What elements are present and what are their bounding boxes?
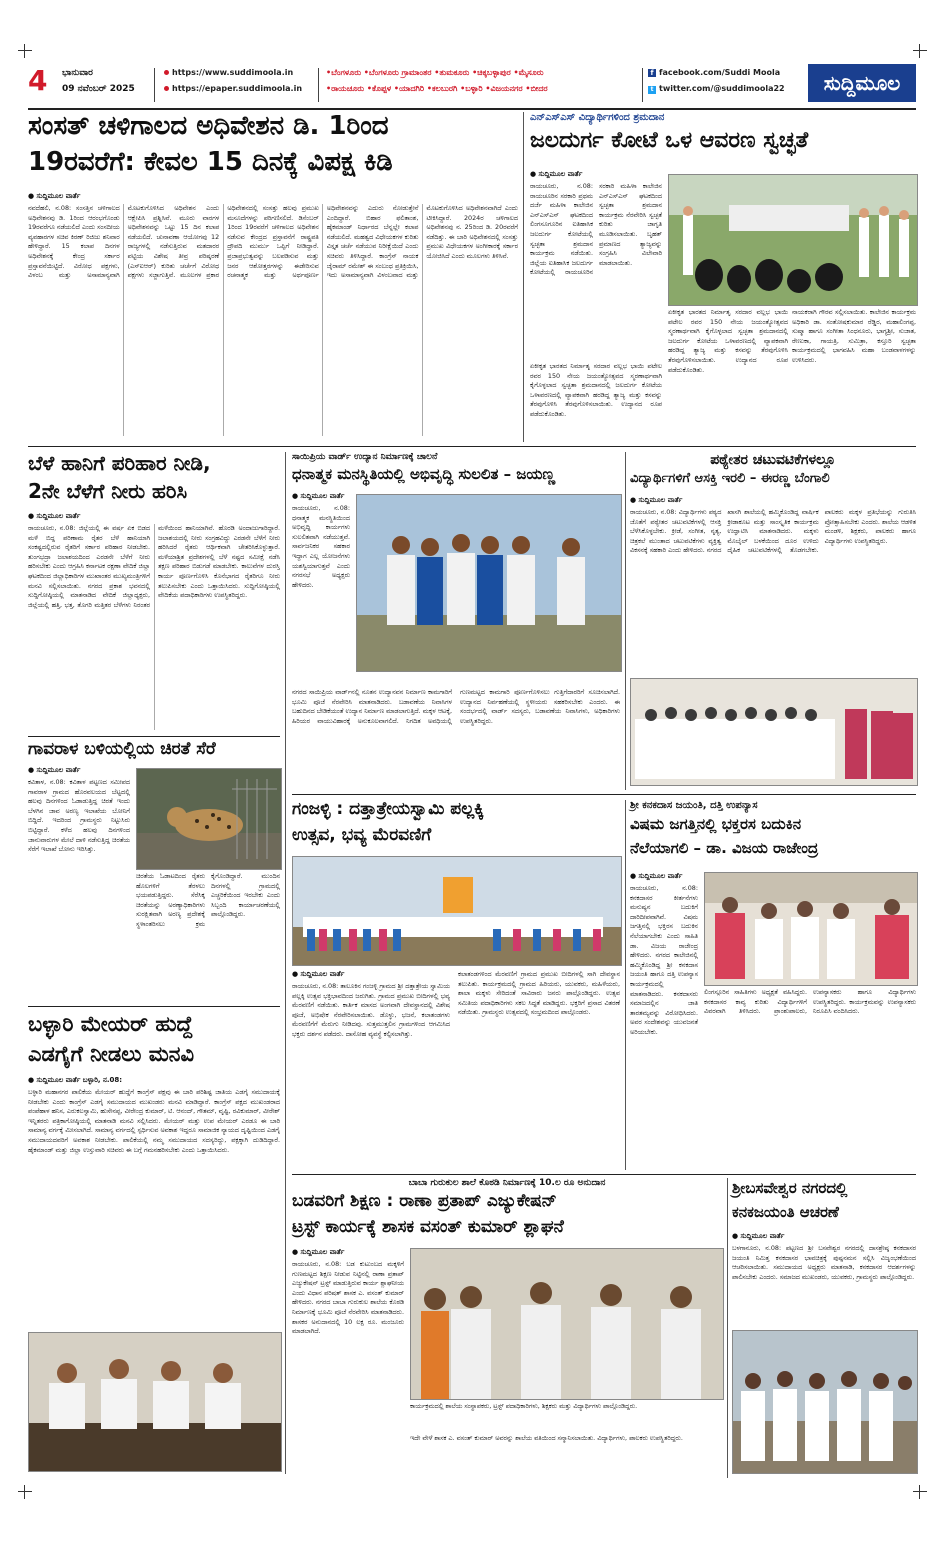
article-bellary-mayor xyxy=(28,1012,280,1474)
article-kicker: ಪಠ್ಯೇತರ ಚಟುವಟಿಕೆಗಳಲ್ಲೂ xyxy=(710,452,836,468)
article-body: ನಗರದ ಸಾಯಿಪ್ರಿಯ ವಾರ್ಡ್‌ನಲ್ಲಿ ನೂತನ ಉದ್ಯಾನವನ ನಿರ್ಮಾಣ ಕಾಮಗಾರಿಗೆ ಭೂಮಿ ಪೂಜೆ ನೆರವೇರಿಸಿ ಮಾತನಾಡಿದರು. ಬಡಾವಣೆಯ ನಿವಾಸಿಗಳ ಬಹುದಿನದ ಬೇಡಿಕೆಯಂತೆ ಉದ್ಯಾನ ನಿರ್ಮಾಣ ಮಾಡಲಾಗುತ್ತಿದೆ. ಮಕ್ಕಳ ಆಟಕ್ಕೆ, ಹಿರಿಯರ ವಾಯುವಿಹಾರಕ್ಕೆ ಅನುಕೂಲವಾಗಲಿದೆ. ನಿಗದಿತ ಅವಧಿಯಲ್ಲಿ ಗುಣಮಟ್ಟದ ಕಾಮಗಾರಿ ಪೂರ್ಣಗೊಳಿಸಲು ಗುತ್ತಿಗೆದಾರರಿಗೆ ಸೂಚಿಸಲಾಗಿದೆ. ಉದ್ಯಾನದ ನಿರ್ವಹಣೆಯಲ್ಲಿ ಸ್ಥಳೀಯರು ಸಹಕರಿಸಬೇಕು ಎಂದರು. ಈ ಸಂದರ್ಭದಲ್ಲಿ ವಾರ್ಡ್ ಸದಸ್ಯರು, ಬಡಾವಣೆಯ ನಿವಾಸಿಗಳು, ಅಧಿಕಾರಿಗಳು ಉಪಸ್ಥಿತರಿದ್ದರು. xyxy=(292,688,620,725)
article-kicker: ಬಾಬಾ ಗುರುಕುಲ ಶಾಲೆ ಕೊಠಡಿ ನಿರ್ಮಾಣಕ್ಕೆ 10.ಲ ರೂ ಅನುದಾನ xyxy=(408,1178,606,1188)
byline: ● ಸುದ್ದಿಮೂಲ ವಾರ್ತೆ xyxy=(630,872,683,880)
article-body: ಏಕೀಕೃತ ಭಾರತದ ನಿರ್ಮಾತೃ ಸರದಾರ ವಲ್ಲಭ ಭಾಯಿ ಪಟೇಲ ರವರ 150 ನೇಯ ಜಯಂತ್ಯೋತ್ಸವದ ಸ್ಮರಣಾರ್ಥವಾಗಿ ಕೈಗೊಳ್ಳಲಾದ ಸ್ವಚ್ಛತಾ ಶ್ರಮದಾನದಲ್ಲಿ ಜಲದುರ್ಗ ಕೋಟೆಯ ಒಳಾವರಣದಲ್ಲಿ ವ್ಯಾಪಕವಾಗಿ ಹರಡಿದ್ದ ತ್ಯಾಜ್ಯ ಮತ್ತು ಕಸವನ್ನು ತೆರವುಗೊಳಿಸಿ ತೆರವುಗೊಳಿಸಲಾಯಿತು. ಉದ್ಯಾನದ ರೂಪ ಪಡೆದುಕೊಂಡಿತು. xyxy=(530,362,662,418)
divider xyxy=(154,68,155,102)
column-divider xyxy=(523,112,524,442)
crop-mark xyxy=(913,44,927,58)
article-parliament xyxy=(28,112,518,442)
photo-ngo-cleanup xyxy=(668,174,918,306)
bullet-icon xyxy=(164,86,169,91)
page-number: 4 xyxy=(28,64,48,97)
photo-caption: ಏಕೀಕೃತ ಭಾರತದ ನಿರ್ಮಾತೃ ಸರದಾರ ವಲ್ಲಭ ಭಾಯಿ ಪಟೇಲ ರವರ 150 ನೇಯ ಜಯಂತ್ಯೋತ್ಸವದ ಸ್ಮರಣಾರ್ಥವಾಗಿ ಕೈಗೊಳ್ಳಲಾದ ಸ್ವಚ್ಛತಾ ಶ್ರಮದಾನದಲ್ಲಿ ಜಲದುರ್ಗ ಕೋಟೆಯ ಒಳಾವರಣದಲ್ಲಿ ವ್ಯಾಪಕವಾಗಿ ಹರಡಿದ್ದ ತ್ಯಾಜ್ಯ ಮತ್ತು ಕಸವನ್ನು ತೆರವುಗೊಳಿಸಿ ತೆರವುಗೊಳಿಸಲಾಯಿತು. ಉದ್ಯಾನದ ರೂಪ ಪಡೆದುಕೊಂಡಿತು. xyxy=(668,308,788,374)
page-header xyxy=(28,64,916,106)
article-headline: 2ನೇ ಬೆಳೆಗೆ ನೀರು ಹರಿಸಿ xyxy=(28,479,188,503)
press-meet-photo xyxy=(29,1333,281,1471)
article-headline: ಧನಾತ್ಮಕ ಮನಸ್ಥಿತಿಯಲ್ಲಿ ಅಭಿವೃದ್ಧಿ ಸುಲಲಿತ – ಜಯಣ್ಣ xyxy=(292,465,556,483)
epaper-link[interactable]: https://epaper.suddimoola.in xyxy=(164,84,302,93)
column-divider xyxy=(625,800,626,1170)
article-kicker: ಶ್ರೀ ಕನಕದಾಸ ಜಯಂತಿ, ದತ್ತಿ ಉಪನ್ಯಾಸ xyxy=(630,800,758,811)
cities-row-1: •ಬೆಂಗಳೂರು •ಬೆಂಗಳೂರು ಗ್ರಾಮಾಂತರ •ತುಮಕೂರು •ಚಿಕ್ಕಬಳ್ಳಾಪುರ •ಮೈಸೂರು xyxy=(326,68,544,77)
article-body: ಇದೇ ವೇಳೆ ಶಾಸಕ ಎ. ವಸಂತ್ ಕುಮಾರ್ ಅವರನ್ನು ಶಾಲೆಯ ವತಿಯಿಂದ ಸನ್ಮಾನಿಸಲಾಯಿತು. ವಿದ್ಯಾರ್ಥಿಗಳು, ಪಾಲಕರು ಉಪಸ್ಥಿತರಿದ್ದರು. xyxy=(410,1434,683,1442)
photo-lecture xyxy=(704,872,918,986)
photo-procession xyxy=(292,856,622,966)
article-body: ನಾಯಕರಾಗಿ ಗೌರವ ಸಲ್ಲಿಸಲಾಯಿತು. ಕಾಲೇಜಿನ ಕಾರ್ಯಕ್ರಮ ಅಧಿಕಾರಿ ಡಾ. ಸಂತೋಷಕುಮಾರ ರೆಡ್ಡಿರ, ಮಹಾಲಿಂಗಪ್ಪ, ಸುಷ್ಮಾ ಹಾಗೂ ಸಂಗೀತಾ ಸಿಂಧನೂರು, ಭಾಗ್ಯಶ್ರೀ, ಸುಜಾತ, ರೇಣುಕಾ, ಗಾಯತ್ರಿ, ಸುಮಿತ್ರಾ, ಕಸ್ತೂರಿ ಸ್ವಚ್ಛತಾ ಕಾರ್ಯಕ್ರಮದಲ್ಲಿ ಭಾಗವಹಿಸಿ ಮಹಾ ಬಂಡವಾಳಗಳನ್ನು ಉಳಿಸಿದರು. xyxy=(792,308,916,364)
byline: ● ಸುದ್ದಿಮೂಲ ವಾರ್ತೆ xyxy=(292,1248,345,1256)
article-body: ರಾಯಚೂರು, ನ.08: ಧನಾತ್ಮಕ ಮನಸ್ಥಿತಿಯಿಂದ ಅಭಿವೃದ್ಧಿ ಕಾರ್ಯಗಳು ಸುಲಲಿತವಾಗಿ ನಡೆಯುತ್ತವೆ. ಸಾರ್ವಜನಿಕರ ಸಹಕಾರ ಇದ್ದಾಗ ಎಲ್ಲ ಯೋಜನೆಗಳು ಯಶಸ್ವಿಯಾಗುತ್ತವೆ ಎಂದು ನಗರಸಭೆ ಅಧ್ಯಕ್ಷರು ಹೇಳಿದರು. xyxy=(292,504,350,589)
byline: ● ಸುದ್ದಿಮೂಲ ವಾರ್ತೆ xyxy=(630,496,683,504)
article-body: ರಾಯಚೂರು, ನ.08: ಕನಕದಾಸರ ಕೀರ್ತನೆಗಳು ಮನುಷ್ಯನ ಬದುಕಿಗೆ ದಾರಿದೀಪವಾಗಿವೆ. ವಿಷಮ ಜಗತ್ತಿನಲ್ಲಿ ಭಕ್ತಿರಸ ಬದುಕಿನ ನೆಲೆಯಾಗಬೇಕು ಎಂದು ಸಾಹಿತಿ ಡಾ. ವಿಜಯ ರಾಜೇಂದ್ರ ಹೇಳಿದರು. ನಗರದ ಕಾಲೇಜಿನಲ್ಲಿ ಹಮ್ಮಿಕೊಂಡಿದ್ದ ಶ್ರೀ ಕನಕದಾಸ ಜಯಂತಿ ಹಾಗೂ ದತ್ತಿ ಉಪನ್ಯಾಸ ಕಾರ್ಯಕ್ರಮದಲ್ಲಿ ಮಾತನಾಡಿದರು. ಕನಕದಾಸರು ಸಮಾಜದಲ್ಲಿನ ಜಾತಿ ತಾರತಮ್ಯವನ್ನು ವಿರೋಧಿಸಿದರು. ಅವರ ಸಂದೇಶವನ್ನು ಯುವಜನತೆ ಅರಿಯಬೇಕು. xyxy=(630,884,698,1036)
article-headline: ಟ್ರಸ್ಟ್ ಕಾರ್ಯಕ್ಕೆ ಶಾಸಕ ವಸಂತ್ ಕುಮಾರ್ ಶ್ಲಾಘನೆ xyxy=(292,1217,564,1237)
article-body: ಕಲಾತಂಡಗಳಿಂದ ಮೆರವಣಿಗೆ ಗ್ರಾಮದ ಪ್ರಮುಖ ಬೀದಿಗಳಲ್ಲಿ ಸಾಗಿ ದೇವಸ್ಥಾನ ತಲುಪಿತು. ಕಾರ್ಯಕ್ರಮದಲ್ಲಿ ಗ್ರಾಮದ ಹಿರಿಯರು, ಯುವಕರು, ಮಹಿಳೆಯರು, ಶಾಲಾ ಮಕ್ಕಳು ಸೇರಿದಂತೆ ಸಾವಿರಾರು ಜನರು ಪಾಲ್ಗೊಂಡಿದ್ದರು. ಉತ್ಸವ ಸಮಿತಿಯ ಪದಾಧಿಕಾರಿಗಳು ಸಕಲ ಸಿದ್ಧತೆ ಮಾಡಿದ್ದರು. ಭಕ್ತರಿಗೆ ಪ್ರಸಾದ ವಿತರಣೆ ನಡೆಯಿತು. ಗ್ರಾಮಸ್ಥರು ಉತ್ಸವದಲ್ಲಿ ಸಂಭ್ರಮದಿಂದ ಪಾಲ್ಗೊಂಡರು. xyxy=(458,970,620,1017)
article-headline: ಬಡವರಿಗೆ ಶಿಕ್ಷಣ : ರಾಣಾ ಪ್ರತಾಪ್ ಎಜ್ಯುಕೇಷನ್ xyxy=(292,1191,557,1211)
photo-caption: ಕಾರ್ಯಕ್ರಮದಲ್ಲಿ ಶಾಲೆಯ ಸಂಸ್ಥಾಪಕರು, ಟ್ರಸ್ಟ್ ಪದಾಧಿಕಾರಿಗಳು, ಶಿಕ್ಷಕರು ಮತ್ತು ವಿದ್ಯಾರ್ಥಿಗಳು ಪಾಲ್ಗೊಂಡಿದ್ದರು. xyxy=(410,1402,638,1410)
crop-mark xyxy=(913,1485,927,1499)
article-headline: ಬೆಳೆ ಹಾನಿಗೆ ಪರಿಹಾರ ನೀಡಿ, xyxy=(28,451,211,475)
photo-students xyxy=(630,678,918,786)
article-kicker: ಎನ್ಎಸ್ಎಸ್ ವಿದ್ಯಾರ್ಥಿಗಳಿಂದ ಶ್ರಮದಾನ xyxy=(530,112,665,123)
section-rule xyxy=(292,794,916,795)
article-headline: ವಿಷಮ ಜಗತ್ತಿನಲ್ಲಿ ಭಕ್ತರಸ ಬದುಕಿನ xyxy=(630,815,802,833)
byline: ● ಸುದ್ದಿಮೂಲ ವಾರ್ತೆ xyxy=(530,170,583,178)
byline: ● ಸುದ್ದಿಮೂಲ ವಾರ್ತೆ ಬಳ್ಳಾರಿ, ನ.08: xyxy=(28,1076,123,1084)
facebook-icon: f xyxy=(648,69,656,77)
article-body: ಲಿಂಗಸ್ಗೂರಿನ ಸಾಹಿತಿಗಳು ಅಧ್ಯಕ್ಷತೆ ವಹಿಸಿದ್ದರು. ಕನಕದಾಸರ ಕಾವ್ಯ ಕುರಿತು ವಿದ್ಯಾರ್ಥಿಗಳಿಗೆ ವಿವರವಾಗಿ ತಿಳಿಸಿದರು. ಪ್ರಾಂಶುಪಾಲರು, ಉಪನ್ಯಾಸಕರು ಹಾಗೂ ವಿದ್ಯಾರ್ಥಿಗಳು ಉಪಸ್ಥಿತರಿದ್ದರು. ಕಾರ್ಯಕ್ರಮವನ್ನು ಉಪನ್ಯಾಸಕರು ನಿರೂಪಿಸಿ ವಂದಿಸಿದರು. xyxy=(704,988,916,1016)
divider xyxy=(318,68,319,102)
article-extracurricular xyxy=(630,452,916,790)
column-divider xyxy=(285,452,286,1474)
twitter-link[interactable]: t twitter.com/@suddimoola22 xyxy=(648,84,785,94)
article-body: ರಾಯಚೂರು, ನ.08: ಬಡ ಕುಟುಂಬದ ಮಕ್ಕಳಿಗೆ ಗುಣಮಟ್ಟದ ಶಿಕ್ಷಣ ನೀಡುವ ನಿಟ್ಟಿನಲ್ಲಿ ರಾಣಾ ಪ್ರತಾಪ್ ಎಜ್ಯುಕೇಷನ್ ಟ್ರಸ್ಟ್ ಮಾಡುತ್ತಿರುವ ಕಾರ್ಯ ಶ್ಲಾಘನೀಯ ಎಂದು ವಿಧಾನ ಪರಿಷತ್ ಶಾಸಕ ಎ. ವಸಂತ್ ಕುಮಾರ್ ಹೇಳಿದರು. ನಗರದ ಬಾಬಾ ಗುರುಕುಲ ಶಾಲೆಯ ಕೊಠಡಿ ನಿರ್ಮಾಣಕ್ಕೆ ಭೂಮಿ ಪೂಜೆ ನೆರವೇರಿಸಿ ಮಾತನಾಡಿದರು. ಶಾಸಕರ ಅನುದಾನದಲ್ಲಿ 10 ಲಕ್ಷ ರೂ. ಮಂಜೂರು ಮಾಡಲಾಗಿದೆ. xyxy=(292,1260,404,1336)
byline: ● ಸುದ್ದಿಮೂಲ ವಾರ್ತೆ xyxy=(292,970,345,978)
section-rule xyxy=(292,1174,916,1175)
article-body: ರಾಯಚೂರು, ನ.08: ವಿದ್ಯಾರ್ಥಿಗಳು ಪಠ್ಯದ ಜೊತೆಗೆ ಪಠ್ಯೇತರ ಚಟುವಟಿಕೆಗಳಲ್ಲಿ ಆಸಕ್ತಿ ಬೆಳೆಸಿಕೊಳ್ಳಬೇಕು. ಕ್ರೀಡೆ, ಸಂಗೀತ, ನೃತ್ಯ, ಚಿತ್ರಕಲೆ ಮುಂತಾದ ಚಟುವಟಿಕೆಗಳು ವ್ಯಕ್ತಿತ್ವ ವಿಕಸನಕ್ಕೆ ಸಹಕಾರಿ ಎಂದು ಹೇಳಿದರು. ನಗರದ ಖಾಸಗಿ ಶಾಲೆಯಲ್ಲಿ ಹಮ್ಮಿಕೊಂಡಿದ್ದ ವಾರ್ಷಿಕ ಕ್ರೀಡಾಕೂಟ ಮತ್ತು ಸಾಂಸ್ಕೃತಿಕ ಕಾರ್ಯಕ್ರಮ ಉದ್ಘಾಟಿಸಿ ಮಾತನಾಡಿದರು. ಮಕ್ಕಳು ಮೊಬೈಲ್ ಬಳಕೆಯಿಂದ ದೂರ ಉಳಿದು ದೈಹಿಕ ಚಟುವಟಿಕೆಗಳಲ್ಲಿ ತೊಡಗಬೇಕು. ಪಾಲಕರು ಮಕ್ಕಳ ಪ್ರತಿಭೆಯನ್ನು ಗುರುತಿಸಿ ಪ್ರೋತ್ಸಾಹಿಸಬೇಕು ಎಂದರು. ಶಾಲೆಯ ಆಡಳಿತ ಮಂಡಳಿ, ಶಿಕ್ಷಕರು, ಪಾಲಕರು ಹಾಗೂ ವಿದ್ಯಾರ್ಥಿಗಳು ಉಪಸ್ಥಿತರಿದ್ದರು. xyxy=(630,508,916,555)
article-saipriya-park xyxy=(292,452,620,790)
byline: ● ಸುದ್ದಿಮೂಲ ವಾರ್ತೆ xyxy=(28,512,81,520)
article-headline: ವಿದ್ಯಾರ್ಥಿಗಳಿಗೆ ಆಸಕ್ತಿ ಇರಲಿ – ಈರಣ್ಣ ಬೆಂಗಾಲಿ xyxy=(630,471,830,486)
article-body: ಚಿರತೆಯ ಓಡಾಟದಿಂದ ರೈತರು ಹೊಲಗಳಿಗೆ ತೆರಳಲು ಭಯಪಡುತ್ತಿದ್ದರು. ಸೆರೆಸಿಕ್ಕ ಚಿರತೆಯನ್ನು ಅರಣ್ಯಾಧಿಕಾರಿಗಳು ಸುರಕ್ಷಿತವಾಗಿ ಅರಣ್ಯ ಪ್ರದೇಶಕ್ಕೆ ಸ್ಥಳಾಂತರಿಸಲು ಕ್ರಮ ಕೈಗೊಂಡಿದ್ದಾರೆ. ಮುಂದಿನ ದಿನಗಳಲ್ಲಿ ಗ್ರಾಮದಲ್ಲಿ ಎಚ್ಚರಿಕೆಯಿಂದ ಇರಬೇಕು ಎಂದು ಸಿಬ್ಬಂದಿ ಕಾರ್ಯಾಚರಣೆಯಲ್ಲಿ ಪಾಲ್ಗೊಂಡಿದ್ದರು. xyxy=(136,872,280,928)
photo-kanaka-jayanti xyxy=(732,1330,918,1474)
article-basaveshwar-kanaka xyxy=(732,1178,916,1478)
article-jaladurga xyxy=(530,112,916,442)
byline: ● ಸುದ್ದಿಮೂಲ ವಾರ್ತೆ xyxy=(732,1232,785,1240)
issue-day: ಭಾನುವಾರ xyxy=(62,68,93,78)
group-photo xyxy=(669,175,917,305)
byline: ● ಸುದ್ದಿಮೂಲ ವಾರ್ತೆ xyxy=(292,492,345,500)
article-body: ರಾಯಚೂರು, ನ.08: ರಾಯಚೂರಿನ ಸರಕಾರಿ ಪ್ರಥಮ ದರ್ಜೆ ಮಹಿಳಾ ಕಾಲೇಜಿನ ಎನ್ಎಸ್ಎಸ್ ಘಟಕದಿಂದ ಲಿಂಗಸೂಗೂರಿನ ಐತಿಹಾಸಿಕ ಜಲದುರ್ಗ ಕೋಟೆಯಲ್ಲಿ ಸ್ವಚ್ಛತಾ ಶ್ರಮದಾನ ಕಾರ್ಯಕ್ರಮ ನಡೆಯಿತು. ಜಿಲ್ಲೆಯ ಐತಿಹಾಸಿಕ ಜಲದುರ್ಗ ಕೋಟೆಯಲ್ಲಿ ರಾಯಚೂರಿನ ಸರಕಾರಿ ಮಹಿಳಾ ಕಾಲೇಜಿನ ಎನ್ಎಸ್ಎಸ್ ಘಟಕದಿಂದ ಸ್ವಚ್ಛತಾ ಶ್ರಮದಾನ ಕಾರ್ಯಕ್ರಮ ನೆರವೇರಿಸಿ ಸ್ವಚ್ಛತೆ ಕುರಿತು ಜಾಗೃತಿ ಮೂಡಿಸಲಾಯಿತು. ಬೃಹತ್ ಪ್ರಮಾಣದ ತ್ಯಾಜ್ಯವನ್ನು ಸಂಗ್ರಹಿಸಿ ವಿಲೇವಾರಿ ಮಾಡಲಾಯಿತು. xyxy=(530,182,662,277)
article-headline: ಗಾವರಾಳ ಬಳಿಯಲ್ಲಿಯ ಚಿರತೆ ಸೆರೆ xyxy=(28,739,216,759)
facebook-link[interactable]: f facebook.com/Suddi Moola xyxy=(648,68,780,77)
article-ganjalli-utsav xyxy=(292,800,620,1170)
trust-event-photo xyxy=(411,1249,723,1399)
cities-row-2: •ರಾಯಚೂರು •ಕೊಪ್ಪಳ •ಯಾದಗಿರಿ •ಕಲಬುರಗಿ •ಬಳ್ಳಾರಿ •ವಿಜಯನಗರ •ಬೀದರ xyxy=(326,84,548,93)
crop-mark xyxy=(18,44,32,58)
article-body: ಬಳ್ಳಾರಿ ಮಹಾನಗರ ಪಾಲಿಕೆಯ ಮೇಯರ್ ಹುದ್ದೆಗೆ ಕಾಂಗ್ರೆಸ್ ಪಕ್ಷವು ಈ ಬಾರಿ ಪರಿಶಿಷ್ಟ ಜಾತಿಯ ಎಡಗೈ ಸಮುದಾಯಕ್ಕೆ ನೀಡಬೇಕು ಎಂದು ಕಾಂಗ್ರೆಸ್ ಎಡಗೈ ಸಮುದಾಯದ ಮುಖಂಡರು ಮನವಿ ಮಾಡಿದ್ದಾರೆ. ಕಾಂಗ್ರೆಸ್ ಪಕ್ಷದ ಮುಖಂಡರಾದ ಪಂಪೆಹಾಳ ಹನಿಸ, ಎರುಕಲಸ್ವಾಮಿ, ಹುಸೇನಪ್ಪ, ವೀರೇಂದ್ರ ಕುಮಾರ್, ಟಿ. ಆನಂದ್, ಗೌತಮ್, ವೃಷ್ಟಿ, ರವಿಕುಮಾರ್, ವೀರೇಶ್ ಇನ್ನಿತರರು ಪತ್ರಿಕಾಗೋಷ್ಠಿಯಲ್ಲಿ ಮಾತನಾಡಿ ಮನವಿ ಸಲ್ಲಿಸಿದರು. ಮೇಯರ್ ಮತ್ತು ಉಪ ಮೇಯರ್ ಎರಡೂ ಈ ಬಾರಿ ಸಾಮಾನ್ಯ ವರ್ಗಕ್ಕೆ ಮೀಸಲಾಗಿದೆ. ಸಾಮಾನ್ಯ ವರ್ಗದಲ್ಲಿ ಸ್ಪರ್ಧಿಸುವ ಅವಕಾಶ ಇದ್ದರೂ ಸಾಮಾಜಿಕ ನ್ಯಾಯದ ದೃಷ್ಟಿಯಿಂದ ಎಡಗೈ ಸಮುದಾಯದವರಿಗೆ ಅವಕಾಶ ನೀಡಬೇಕು. ಪಾಲಿಕೆಯಲ್ಲಿ ನಮ್ಮ ಸಮುದಾಯದ ಸದಸ್ಯರಿದ್ದು, ಪಕ್ಷಕ್ಕಾಗಿ ದುಡಿದಿದ್ದಾರೆ. ಹೈಕಮಾಂಡ್ ಮತ್ತು ಜಿಲ್ಲಾ ಉಸ್ತುವಾರಿ ಸಚಿವರು ಈ ಬಗ್ಗೆ ಗಮನಹರಿಸಬೇಕು ಎಂದು ಒತ್ತಾಯಿಸಿದರು. xyxy=(28,1088,280,1154)
byline: ● ಸುದ್ದಿಮೂಲ ವಾರ್ತೆ xyxy=(28,192,81,200)
article-body: ಬಳಗಾನೂರು, ನ.08: ಪಟ್ಟಣದ ಶ್ರೀ ಬಸವೇಶ್ವರ ನಗರದಲ್ಲಿ ದಾಸಶ್ರೇಷ್ಠ ಕನಕದಾಸರ ಜಯಂತಿ ನಿಮಿತ್ತ ಕನಕದಾಸರ ಭಾವಚಿತ್ರಕ್ಕೆ ಪುಷ್ಪನಮನ ಸಲ್ಲಿಸಿ ವಿಜೃಂಭಣೆಯಿಂದ ಆಚರಿಸಲಾಯಿತು. ಸಮುದಾಯದ ಅಧ್ಯಕ್ಷರು ಮಾತನಾಡಿ, ಕನಕದಾಸರ ಆದರ್ಶಗಳನ್ನು ಪಾಲಿಸಬೇಕು ಎಂದರು. ಸಮಾಜದ ಮುಖಂಡರು, ಯುವಕರು, ಗ್ರಾಮಸ್ಥರು ಪಾಲ್ಗೊಂಡಿದ್ದರು. xyxy=(732,1244,916,1281)
article-kanakadasa-lecture xyxy=(630,800,916,1170)
photo-press-meet xyxy=(28,1332,282,1472)
article-body: ಕವಿತಾಳ, ನ.08: ಕವಿತಾಳ ಪಟ್ಟಣದ ಸಮೀಪದ ಗಾವರಾಳ ಗ್ರಾಮದ ಹೊರವಲಯದ ಬೆಟ್ಟದಲ್ಲಿ ಹಲವು ದಿನಗಳಿಂದ ಓಡಾಡುತ್ತಿದ್ದ ಚಿರತೆ ಇಂದು ಬೆಳಗಿನ ಜಾವ ಅರಣ್ಯ ಇಲಾಖೆಯ ಬೋನಿಗೆ ಬಿದ್ದಿದೆ. ಇದರಿಂದ ಗ್ರಾಮಸ್ಥರು ನಿಟ್ಟುಸಿರು ಬಿಟ್ಟಿದ್ದಾರೆ. ಕಳೆದ ಹಲವು ದಿನಗಳಿಂದ ಜಾನುವಾರುಗಳ ಮೇಲೆ ದಾಳಿ ನಡೆಸುತ್ತಿದ್ದ ಚಿರತೆಯ ಸೆರೆಗೆ ಇಲಾಖೆ ಬೋನು ಇರಿಸಿತ್ತು. xyxy=(28,778,130,854)
issue-date: 09 ನವೆಂಬರ್ 2025 xyxy=(62,84,135,94)
article-headline: ನೆಲೆಯಾಗಲಿ – ಡಾ. ವಿಜಯ ರಾಜೇಂದ್ರ xyxy=(630,839,819,857)
byline: ● ಸುದ್ದಿಮೂಲ ವಾರ್ತೆ xyxy=(28,766,81,774)
article-headline: ಕನಕಜಯಂತಿ ಆಚರಣೆ xyxy=(732,1203,839,1221)
bullet-icon xyxy=(164,70,169,75)
article-headline: 19ರವರೆಗೆ: ಕೇವಲ 15 ದಿನಕ್ಕೆ ವಿಪಕ್ಷ ಕಿಡಿ xyxy=(28,147,393,177)
header-rule xyxy=(28,108,916,110)
section-rule xyxy=(28,736,280,737)
column-divider xyxy=(625,452,626,790)
students-group-photo xyxy=(631,679,917,785)
procession-photo xyxy=(293,857,621,965)
article-kicker: ಸಾಯಿಪ್ರಿಯ ವಾರ್ಡ್ ಉದ್ಯಾನ ನಿರ್ಮಾಣಕ್ಕೆ ಚಾಲನೆ xyxy=(292,452,438,462)
leopard-cage-photo xyxy=(137,769,281,869)
column-divider xyxy=(727,1178,728,1478)
article-rana-pratap-trust xyxy=(292,1178,722,1478)
masthead-text: ಸುದ್ದಿಮೂಲ xyxy=(823,71,901,95)
article-headline: ಶ್ರೀಬಸವೇಶ್ವರ ನಗರದಲ್ಲಿ xyxy=(732,1179,848,1197)
lecture-stage-photo xyxy=(705,873,917,985)
photo-trust-event xyxy=(410,1248,724,1400)
article-headline: ಬಳ್ಳಾರಿ ಮೇಯರ್ ಹುದ್ದೆ xyxy=(28,1012,193,1036)
article-headline: ಗಂಜಳ್ಳಿ : ದತ್ತಾತ್ರೇಯಸ್ವಾಮಿ ಪಲ್ಲಕ್ಕಿ xyxy=(292,799,484,819)
section-rule xyxy=(28,1006,280,1007)
photo-park-inauguration xyxy=(356,494,622,672)
divider xyxy=(642,68,643,102)
article-headline: ಉತ್ಸವ, ಭವ್ಯ ಮೆರವಣಿಗೆ xyxy=(292,825,432,845)
crop-mark xyxy=(18,1485,32,1499)
twitter-icon: t xyxy=(648,86,656,94)
article-headline: ಜಲದುರ್ಗ ಕೋಟೆ ಒಳ ಆವರಣ ಸ್ವಚ್ಛತೆ xyxy=(530,128,809,153)
kanaka-jayanti-photo xyxy=(733,1331,917,1473)
park-inauguration-photo xyxy=(357,495,621,671)
article-headline: ಸಂಸತ್ ಚಳಿಗಾಲದ ಅಧಿವೇಶನ ಡಿ. 1ರಿಂದ xyxy=(28,111,389,141)
article-body: ರಾಯಚೂರು, ನ.08: ತಾಲೂಕಿನ ಗಂಜಳ್ಳಿ ಗ್ರಾಮದ ಶ್ರೀ ದತ್ತಾತ್ರೇಯ ಸ್ವಾಮಿಯ ಪಲ್ಲಕ್ಕಿ ಉತ್ಸವ ಭಕ್ತಿಭಾವದಿಂದ ಜರುಗಿತು. ಗ್ರಾಮದ ಪ್ರಮುಖ ಬೀದಿಗಳಲ್ಲಿ ಭವ್ಯ ಮೆರವಣಿಗೆ ನಡೆಯಿತು. ಕಾರ್ತಿಕ ಮಾಸದ ಅಂಗವಾಗಿ ದೇವಸ್ಥಾನದಲ್ಲಿ ವಿಶೇಷ ಪೂಜೆ, ಅಭಿಷೇಕ ನೆರವೇರಿಸಲಾಯಿತು. ಡೊಳ್ಳು, ಭಜನೆ, ಕಲಾತಂಡಗಳು ಮೆರವಣಿಗೆಗೆ ಮೆರುಗು ನೀಡಿದವು. ಸುತ್ತಮುತ್ತಲಿನ ಗ್ರಾಮಗಳಿಂದ ಆಗಮಿಸಿದ ಭಕ್ತರು ದರ್ಶನ ಪಡೆದರು. ದಾಸೋಹ ವ್ಯವಸ್ಥೆ ಕಲ್ಪಿಸಲಾಗಿತ್ತು. xyxy=(292,982,450,1038)
article-headline: ಎಡಗೈಗೆ ನೀಡಲು ಮನವಿ xyxy=(28,1042,194,1066)
article-body: ರಾಯಚೂರು, ನ.08: ಜಿಲ್ಲೆಯಲ್ಲಿ ಈ ವರ್ಷ ಏಕ ಬಿಡದ ಮಳೆ ಬಿದ್ದ ಪರಿಣಾಮ ರೈತರ ಬೆಳೆ ಹಾನಿಯಾಗಿ ಸಂಕಷ್ಟದಲ್ಲಿರುವ ರೈತರಿಗೆ ಸರ್ಕಾರ ಪರಿಹಾರ ನೀಡಬೇಕು. ತುಂಗಭದ್ರಾ ಜಲಾಶಯದಿಂದ ಎರಡನೇ ಬೆಳೆಗೆ ನೀರು ಹರಿಸಬೇಕು ಎಂದು ಆಗ್ರಹಿಸಿ ಕರ್ನಾಟಕ ರಕ್ಷಣಾ ವೇದಿಕೆ ಜಿಲ್ಲಾ ಘಟಕದಿಂದ ಜಿಲ್ಲಾಧಿಕಾರಿಗಳ ಮುಖಾಂತರ ಮುಖ್ಯಮಂತ್ರಿಗಳಿಗೆ ಮನವಿ ಸಲ್ಲಿಸಲಾಯಿತು. ನಗರದ ಪ್ರಕಾಶ ಭವನದಲ್ಲಿ ಸುದ್ದಿಗೋಷ್ಠಿಯಲ್ಲಿ ಮಾತನಾಡಿದ ವೇದಿಕೆ ಜಿಲ್ಲಾಧ್ಯಕ್ಷರು, ಜಿಲ್ಲೆಯಲ್ಲಿ ಹತ್ತಿ, ಭತ್ತ, ತೊಗರಿ ಮತ್ತಿತರ ಬೆಳೆಗಳು ನಿರಂತರ ಮಳೆಯಿಂದ ಹಾನಿಯಾಗಿವೆ. ಹೊರಡಿ ಅಂದಾಜುಗಾರಿದ್ದಾರೆ. ಜಲಾಶಯದಲ್ಲಿ ನೀರು ಸಂಗ್ರಹವಿದ್ದು ಎರಡನೇ ಬೆಳೆಗೆ ನೀರು ಹರಿಸಿದರೆ ರೈತರು ಆರ್ಥಿಕವಾಗಿ ಚೇತರಿಸಿಕೊಳ್ಳುತ್ತಾರೆ. ಮಳೆಯಾಶ್ರಿತ ಪ್ರದೇಶಗಳಲ್ಲಿ ಬೆಳೆ ನಷ್ಟದ ಸಮೀಕ್ಷೆ ನಡೆಸಿ ತಕ್ಷಣ ಪರಿಹಾರ ಬಿಡುಗಡೆ ಮಾಡಬೇಕು. ಕಾಲುವೆಗಳ ದುರಸ್ತಿ ಕಾರ್ಯ ಪೂರ್ಣಗೊಳಿಸಿ ಕೊನೆಭಾಗದ ರೈತರಿಗೂ ನೀರು ತಲುಪಿಸಬೇಕು ಎಂದು ಒತ್ತಾಯಿಸಿದರು. ಸುದ್ದಿಗೋಷ್ಠಿಯಲ್ಲಿ ವೇದಿಕೆಯ ಪದಾಧಿಕಾರಿಗಳು ಉಪಸ್ಥಿತರಿದ್ದರು. xyxy=(28,524,280,609)
article-crop-loss xyxy=(28,452,280,732)
masthead-logo xyxy=(808,64,916,102)
website-link[interactable]: https://www.suddimoola.in xyxy=(164,68,293,77)
photo-leopard xyxy=(136,768,282,870)
section-rule xyxy=(28,446,916,447)
article-body: ನವದೆಹಲಿ, ನ.08: ಸಂಸತ್ತಿನ ಚಳಿಗಾಲದ ಅಧಿವೇಶನವು ಡಿ. 1ರಿಂದ ಆರಂಭಗೊಂಡು 19ರವರೆಗೂ ನಡೆಯಲಿದೆ ಎಂದು ಸಂಸದೀಯ ವ್ಯವಹಾರಗಳ ಸಚಿವ ಕಿರಣ್ ರಿಜಿಜು ಶನಿವಾರ ಹೇಳಿದ್ದಾರೆ. 15 ಕಲಾಪ ದಿನಗಳ ಅಧಿವೇಶನಕ್ಕೆ ಕೇಂದ್ರ ಸರ್ಕಾರ ಪ್ರಸ್ತಾವನೆಯಿಟ್ಟಿದೆ. ವಿರೋಧ ಪಕ್ಷಗಳು, ವಿಳಂಬ ಮತ್ತು ಅಸಾಮಾನ್ಯವಾಗಿ ಮೊಟಕುಗೊಳಿಸಿದ ಅಧಿವೇಶನ ಎಂದು ಆಕ್ಷೇಪಿಸಿ ಪ್ರಶ್ನಿಸಿವೆ. ಮೂರು ವಾರಗಳ ಅಧಿವೇಶನವನ್ನು ಒಟ್ಟು 15 ದಿನ ಕಲಾಪ ನಡೆಯಲಿದೆ. ಚುನಾವಣಾ ಆಯೋಗವು 12 ರಾಜ್ಯಗಳಲ್ಲಿ ನಡೆಸುತ್ತಿರುವ ಮತದಾರರ ಪಟ್ಟಿಯ ವಿಶೇಷ ತೀವ್ರ ಪರಿಷ್ಕರಣೆ (ಎಸ್ಐಆರ್) ಕುರಿತು ಚರ್ಚೆಗೆ ವಿರೋಧ ಪಕ್ಷಗಳು ಸಜ್ಜಾಗುತ್ತಿವೆ. ಮೂಲಗಳ ಪ್ರಕಾರ ಅಧಿವೇಶನದಲ್ಲಿ ಸಂಸತ್ತು ಹಲವು ಪ್ರಮುಖ ಮಸೂದೆಗಳನ್ನು ಪರಿಗಣಿಸಲಿದೆ. ಡಿಸೆಂಬರ್ 1ರಿಂದ 19ರವರೆಗೆ ಚಳಿಗಾಲದ ಅಧಿವೇಶನ ನಡೆಸುವ ಕೇಂದ್ರದ ಪ್ರಸ್ತಾವನೆಗೆ ರಾಷ್ಟ್ರಪತಿ ದ್ರೌಪದಿ ಮುರ್ಮು ಒಪ್ಪಿಗೆ ನೀಡಿದ್ದಾರೆ. ಪ್ರಜಾಪ್ರಭುತ್ವವನ್ನು ಬಲಪಡಿಸುವ ಮತ್ತು ಜನರ ಆಶೋತ್ತರಗಳನ್ನು ಈಡೇರಿಸುವ ರಚನಾತ್ಮಕ ಮತ್ತು ಅರ್ಥಪೂರ್ಣ ಅಧಿವೇಶನವನ್ನು ಎದುರು ನೋಡುತ್ತೇನೆ ಎಂದಿದ್ದಾರೆ. ಬಿಹಾರ ಫಲಿತಾಂಶ, ಹೈಕಮಾಂಡ್ ನಿರ್ಧಾರದ ಬೆನ್ನಲ್ಲೇ ಕಲಾಪ ನಡೆಯಲಿದೆ. ಮಹತ್ವದ ವಿಧೇಯಕಗಳ ಕುರಿತು ವಿಸ್ತೃತ ಚರ್ಚೆ ನಡೆಯುವ ನಿರೀಕ್ಷೆಯಿದೆ ಎಂದು ಸಚಿವರು ತಿಳಿಸಿದ್ದಾರೆ. ಕಾಂಗ್ರೆಸ್ ನಾಯಕ ಜೈರಾಮ್ ರಮೇಶ್ ಈ ಸಂಬಂಧ ಪ್ರತಿಕ್ರಿಯಿಸಿ, ಇದು ಅಸಾಮಾನ್ಯವಾಗಿ ವಿಳಂಬವಾದ ಮತ್ತು ಮೊಟಕುಗೊಳಿಸಿದ ಅಧಿವೇಶನವಾಗಿದೆ ಎಂದು ಟೀಕಿಸಿದ್ದಾರೆ. 2024ರ ಚಳಿಗಾಲದ ಅಧಿವೇಶನವು ನ. 25ರಿಂದ ಡಿ. 20ರವರೆಗೆ ನಡೆದಿತ್ತು. ಈ ಬಾರಿ ಅಧಿವೇಶನದಲ್ಲಿ ಸಂಸತ್ತು ಪ್ರಮುಖ ವಿಧೇಯಕಗಳ ಅಂಗೀಕಾರಕ್ಕೆ ಸರ್ಕಾರ ಯೋಜಿಸಿದೆ ಎಂದು ಮೂಲಗಳು ತಿಳಿಸಿವೆ. xyxy=(28,204,518,280)
article-leopard xyxy=(28,740,280,1002)
